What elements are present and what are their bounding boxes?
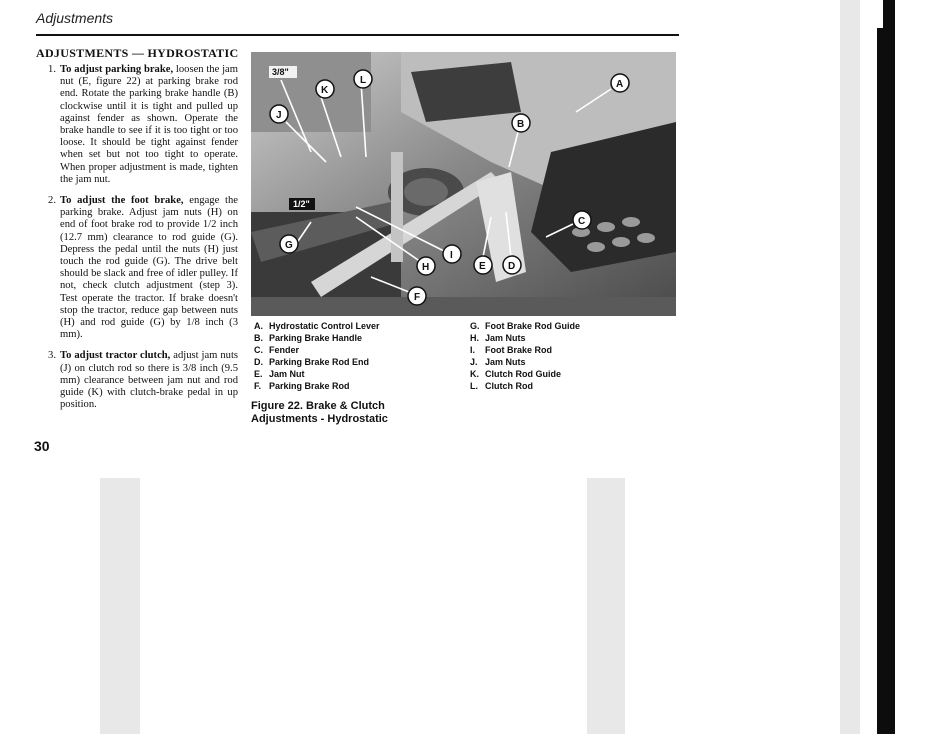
legend-item: D. Parking Brake Rod End [254,357,370,367]
svg-text:L: L [360,75,367,86]
svg-text:I: I [450,250,453,261]
legend-item: I. Foot Brake Rod [470,345,553,355]
legend-item: A. Hydrostatic Control Lever [254,321,380,331]
svg-text:E: E [479,261,486,272]
step-number: 2. [48,195,56,207]
svg-text:H: H [422,262,430,273]
svg-text:G: G [285,240,293,251]
legend-item: C. Fender [254,345,300,355]
page-number: 30 [34,438,50,454]
legend-item: F. Parking Brake Rod [254,381,350,391]
legend-item: B. Parking Brake Handle [254,333,363,343]
svg-text:B: B [517,119,525,130]
step-lead: To adjust parking brake, [60,64,174,75]
legend-item: L. Clutch Rod [470,381,533,391]
step-text: loosen the jam nut (E, figure 22) at parking brake rod end. Rotate the parking brake handle (B) clockwise until it is tight and pulled up against fender as shown. Operate the brake handle to see if it is too tight or too loose. It should be tight against fender when set but not too tight to operate. When proper adjustment is made, tighten the jam nut. [60,64,238,185]
scan-edge-strip [877,0,895,734]
legend-item: K. Clutch Rod Guide [470,369,561,379]
measurement-1-2: 1/2" [293,199,310,209]
caption-line: Adjustments - Hydrostatic [251,413,388,425]
legend-item: J. Jam Nuts [470,357,526,367]
svg-text:F: F [414,292,421,303]
svg-text:C: C [578,216,586,227]
step-lead: To adjust the foot brake, [60,195,184,207]
step-lead: To adjust tractor clutch, [60,350,171,362]
scan-edge-notch [877,0,883,28]
step-text: adjust jam nuts (J) on clutch rod so there is 3/8 inch (9.5 mm) clearance between jam nut and rod guide (K) with clutch-brake pedal in up position. [60,350,239,411]
measurement-3-8: 3/8" [272,67,289,77]
legend-item: E. Jam Nut [254,369,305,379]
step-number: 1. [48,64,56,75]
section-heading: ADJUSTMENTS — HYDROSTATIC [36,46,239,60]
legend-item: H. Jam Nuts [470,333,526,343]
caption-line: Figure 22. Brake & Clutch [251,400,385,412]
svg-text:J: J [276,110,282,121]
step-number: 3. [48,350,56,362]
svg-text:D: D [508,261,516,272]
step-text: engage the parking brake. Adjust jam nuts (H) on end of foot brake rod to provide 1/2 inch (12.7 mm) clearance to rod guide (G). Depress the pedal until the nuts (H) just touch the rod guide (G). The drive belt should be slack and free of idler pulley. If not, check clutch adjustment (step 3). Test operate the tractor. If brake doesn't stop the tractor, reduce gap between nuts (H) and rod guide (G) by 1/8 inch (3 mm). [60,195,238,341]
legend-item: G. Foot Brake Rod Guide [470,321,581,331]
svg-text:A: A [616,79,624,90]
svg-text:K: K [321,85,329,96]
running-header: Adjustments [36,10,114,26]
